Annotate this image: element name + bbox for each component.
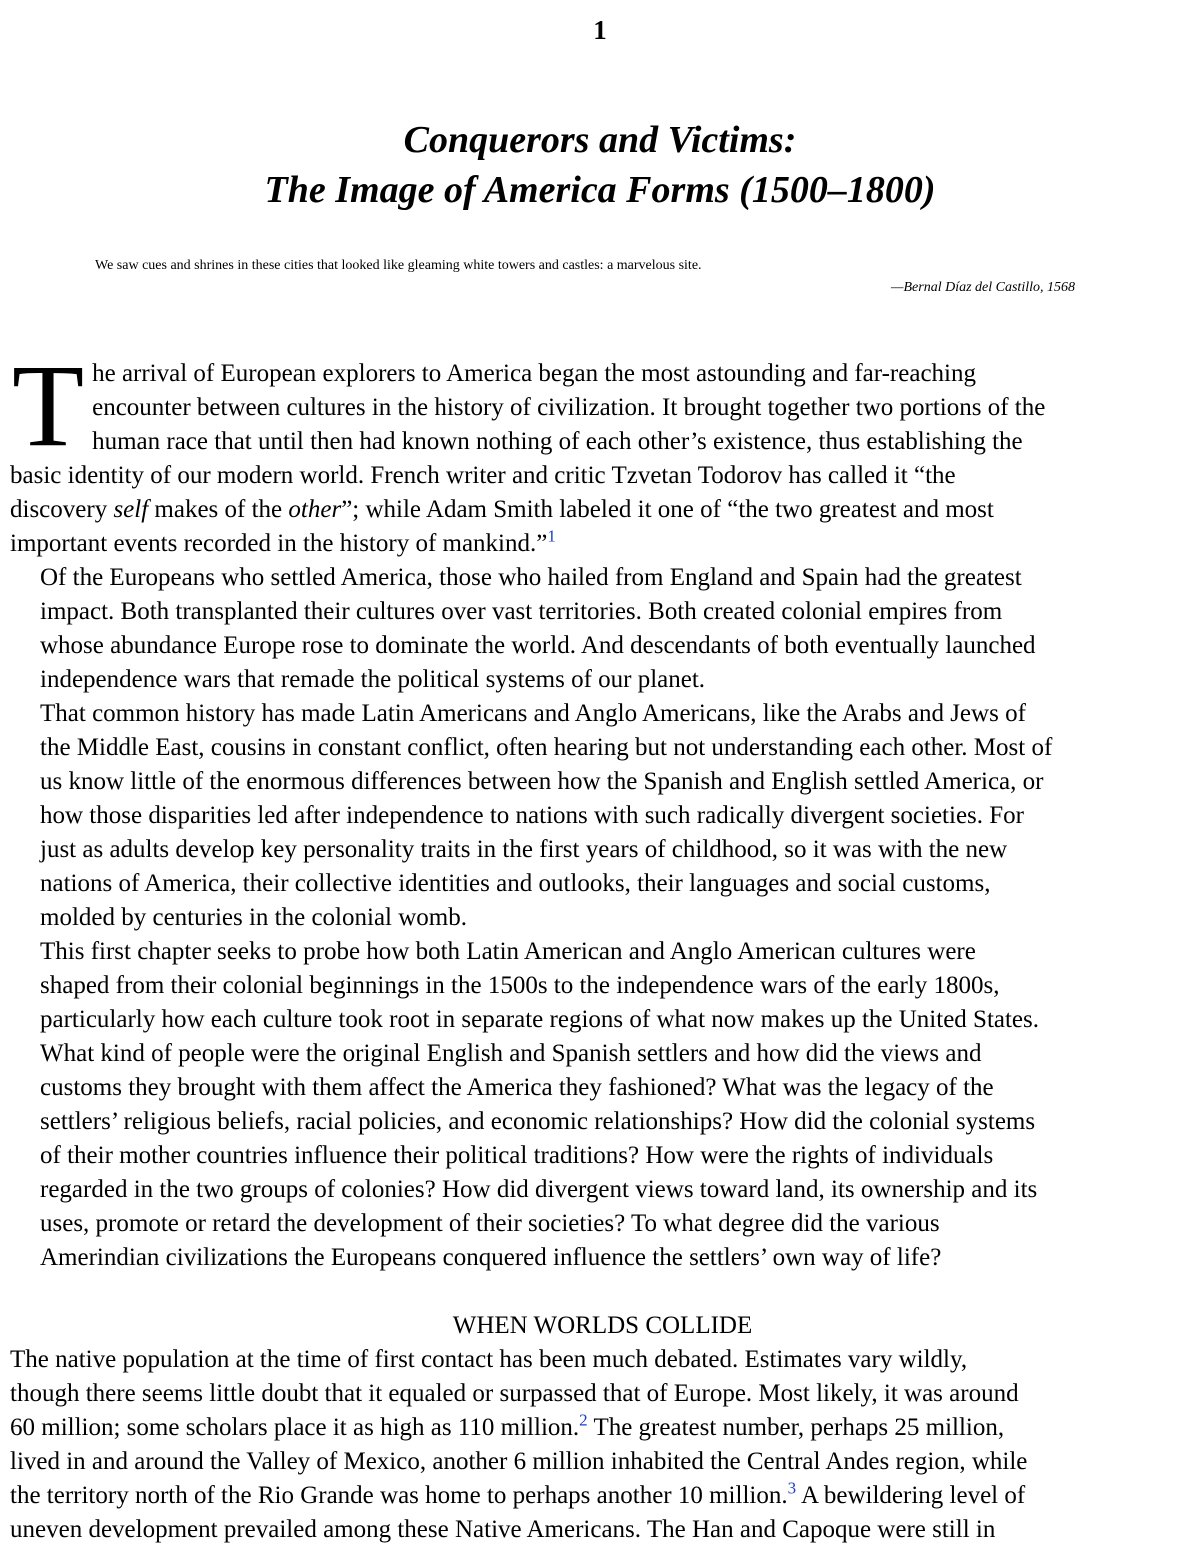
text-line: Of the Europeans who settled America, those who hailed from England and Spain had the greatest <box>40 564 1022 591</box>
text-line: regarded in the two groups of colonies? How did divergent views toward land, its ownership and its <box>40 1176 1038 1203</box>
text-line: lived in and around the Valley of Mexico, another 6 million inhabited the Central Andes region, while <box>10 1448 1028 1475</box>
chapter-title <box>0 115 1200 215</box>
text-segment: important events recorded in the history of mankind.” <box>10 530 548 557</box>
text-segment: A bewildering level of <box>796 1482 1026 1509</box>
paragraph-5 <box>10 1037 1195 1275</box>
footnote-link-2[interactable]: 2 <box>579 1410 588 1430</box>
footnote-link-1[interactable]: 1 <box>547 526 556 546</box>
text-line: What kind of people were the original English and Spanish settlers and how did the views and <box>40 1040 982 1067</box>
chapter-number: 1 <box>593 15 607 45</box>
paragraph-2 <box>10 561 1195 697</box>
drop-cap: T <box>12 340 85 471</box>
emphasis-other: other <box>288 496 342 523</box>
text-line: independence wars that remade the political systems of our planet. <box>40 666 706 693</box>
emphasis-self: self <box>113 496 149 523</box>
text-segment: The greatest number, perhaps 25 million, <box>587 1414 1005 1441</box>
text-line: basic identity of our modern world. French writer and critic Tzvetan Todorov has called it “the <box>10 462 956 489</box>
text-line <box>10 493 1195 527</box>
section-heading: WHEN WORLDS COLLIDE <box>452 1312 753 1339</box>
text-line: settlers’ religious beliefs, racial policies, and economic relationships? How did the colonial systems <box>40 1108 1036 1135</box>
text-line: just as adults develop key personality traits in the first years of childhood, so it was with the new <box>40 836 1008 863</box>
text-line: human race that until then had known nothing of each other’s existence, thus establishing the <box>92 428 1023 455</box>
text-segment: ”; while Adam Smith labeled it one of “the two greatest and most <box>341 496 994 523</box>
text-line: how those disparities led after independence to nations with such radically divergent societies. For <box>40 802 1024 829</box>
body-text <box>10 340 1195 1547</box>
text-line: of their mother countries influence their political traditions? How were the rights of individuals <box>40 1142 994 1169</box>
text-line: customs they brought with them affect the America they fashioned? What was the legacy of the <box>40 1074 994 1101</box>
text-line: the Middle East, cousins in constant conflict, often hearing but not understanding each other. Most of <box>40 734 1053 761</box>
text-line: Amerindian civilizations the Europeans conquered influence the settlers’ own way of life? <box>40 1244 942 1271</box>
footnote-link-3[interactable]: 3 <box>787 1478 797 1498</box>
text-line: encounter between cultures in the history of civilization. It brought together two portions of the <box>92 394 1046 421</box>
text-segment: makes of the <box>148 496 289 523</box>
epigraph-attribution: —Bernal Díaz del Castillo, 1568 <box>891 280 1075 295</box>
text-line: The native population at the time of first contact has been much debated. Estimates vary wildly, <box>10 1346 968 1373</box>
text-line: nations of America, their collective identities and outlooks, their languages and social customs, <box>40 870 991 897</box>
text-line: uses, promote or retard the development of their societies? To what degree did the various <box>40 1210 940 1237</box>
text-line: though there seems little doubt that it equaled or surpassed that of Europe. Most likely, it was around <box>10 1380 1019 1407</box>
text-line: molded by centuries in the colonial womb. <box>40 904 467 931</box>
text-line <box>10 1479 1195 1513</box>
epigraph <box>95 255 1075 299</box>
text-line: particularly how each culture took root in separate regions of what now makes up the United States. <box>40 1006 1040 1033</box>
text-segment: 60 million; some scholars place it as high as 110 million. <box>10 1414 580 1441</box>
text-line: That common history has made Latin Americans and Anglo Americans, like the Arabs and Jews of <box>40 700 1026 727</box>
chapter-title-line-1: Conquerors and Victims: <box>403 119 797 161</box>
paragraph-6 <box>10 1343 1195 1547</box>
text-line <box>10 527 1195 561</box>
text-line: us know little of the enormous differences between how the Spanish and English settled America, or <box>40 768 1044 795</box>
text-line: whose abundance Europe rose to dominate the world. And descendants of both eventually launched <box>40 632 1036 659</box>
text-line: shaped from their colonial beginnings in the 1500s to the independence wars of the early 1800s, <box>40 972 1000 999</box>
text-line: impact. Both transplanted their cultures over vast territories. Both created colonial empires from <box>40 598 1003 625</box>
text-line <box>10 1411 1195 1445</box>
paragraph-1 <box>10 340 1195 561</box>
paragraph-4 <box>10 935 1195 1037</box>
paragraph-3 <box>10 697 1195 935</box>
chapter-title-line-2: The Image of America Forms (1500–1800) <box>264 169 936 211</box>
text-line: This first chapter seeks to probe how both Latin American and Anglo American cultures were <box>40 938 976 965</box>
text-line: he arrival of European explorers to America began the most astounding and far-reaching <box>92 360 976 387</box>
text-segment: discovery <box>10 496 114 523</box>
text-segment: the territory north of the Rio Grande was home to perhaps another 10 million. <box>10 1482 788 1509</box>
epigraph-quote: We saw cues and shrines in these cities that looked like gleaming white towers and castles: a marvelous site. <box>95 258 702 273</box>
text-line: uneven development prevailed among these Native Americans. The Han and Capoque were still in <box>10 1516 996 1543</box>
